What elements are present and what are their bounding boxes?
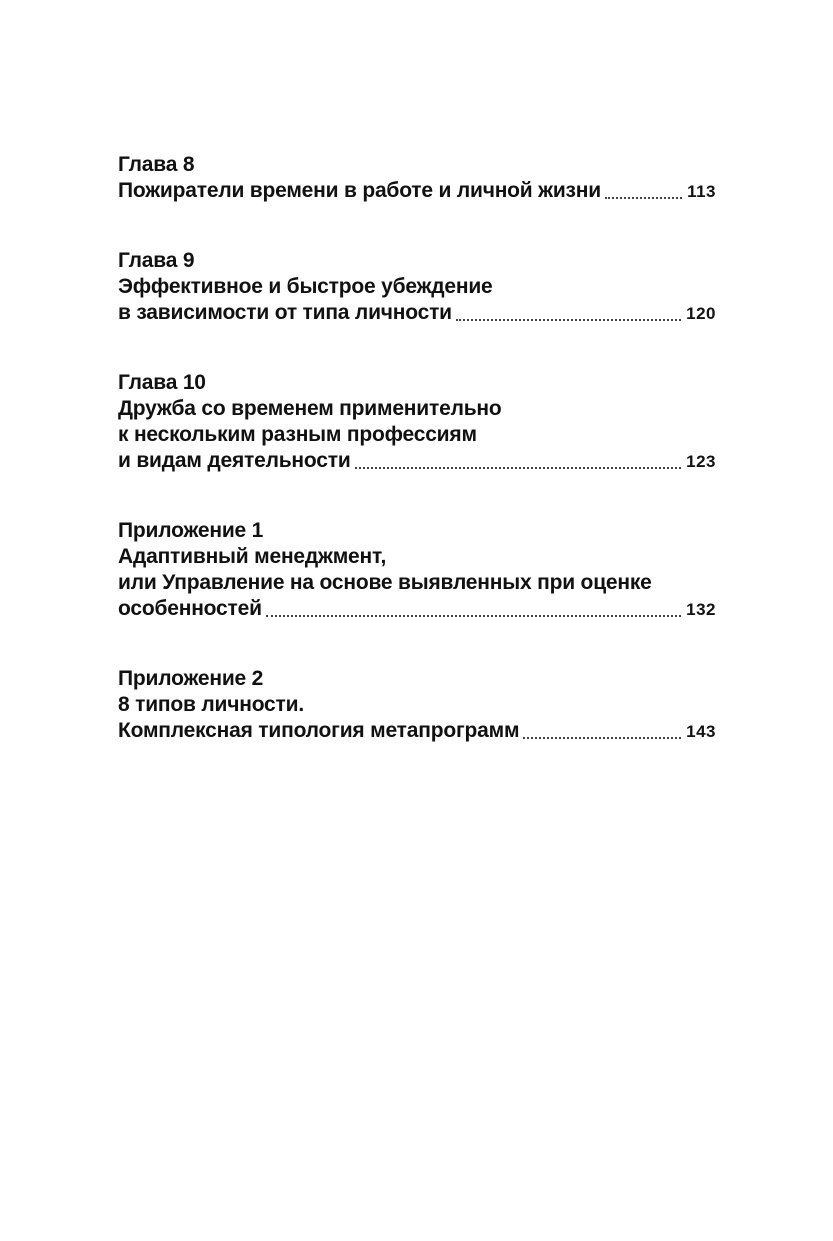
entry-title: Пожиратели времени в работе и личной жизни: [118, 179, 601, 202]
entry-heading: Приложение 1: [118, 519, 264, 542]
entry-title: в зависимости от типа личности: [118, 301, 452, 324]
dot-leader: [456, 319, 681, 321]
dot-leader: [355, 467, 682, 469]
page-number: 123: [686, 452, 716, 471]
entry-title: Дружба со временем применительно: [118, 397, 502, 420]
entry-title-line: [118, 448, 716, 475]
dot-leader: [605, 197, 682, 199]
dot-leader: [266, 615, 681, 617]
page-number: 113: [687, 182, 716, 201]
entry-heading: Приложение 2: [118, 667, 264, 690]
entry-title: 8 типов личности.: [118, 693, 304, 716]
entry-heading: Глава 10: [118, 371, 206, 394]
entry-title-line: [118, 178, 716, 205]
entry-title: особенностей: [118, 597, 262, 620]
entry-title: Эффективное и быстрое убеждение: [118, 275, 493, 298]
toc-entry-chapter-10[interactable]: [118, 370, 716, 475]
table-of-contents: [118, 152, 716, 788]
entry-title-line: [118, 596, 716, 623]
entry-title-line: [118, 300, 716, 327]
entry-heading: Глава 9: [118, 249, 195, 272]
entry-title: или Управление на основе выявленных при оценке: [118, 571, 652, 594]
entry-title: Адаптивный менеджмент,: [118, 545, 387, 568]
toc-entry-appendix-1[interactable]: [118, 518, 716, 623]
page-number: 120: [686, 304, 716, 323]
page-number: 132: [686, 600, 716, 619]
toc-entry-chapter-9[interactable]: [118, 248, 716, 327]
entry-title-line: [118, 718, 716, 745]
dot-leader: [523, 737, 681, 739]
entry-title: и видам деятельности: [118, 449, 351, 472]
entry-title: к нескольким разным профессиям: [118, 423, 477, 446]
entry-heading: Глава 8: [118, 153, 195, 176]
toc-entry-chapter-8[interactable]: [118, 152, 716, 205]
page-number: 143: [686, 722, 716, 741]
entry-title: Комплексная типология метапрограмм: [118, 719, 520, 742]
toc-entry-appendix-2[interactable]: [118, 666, 716, 745]
